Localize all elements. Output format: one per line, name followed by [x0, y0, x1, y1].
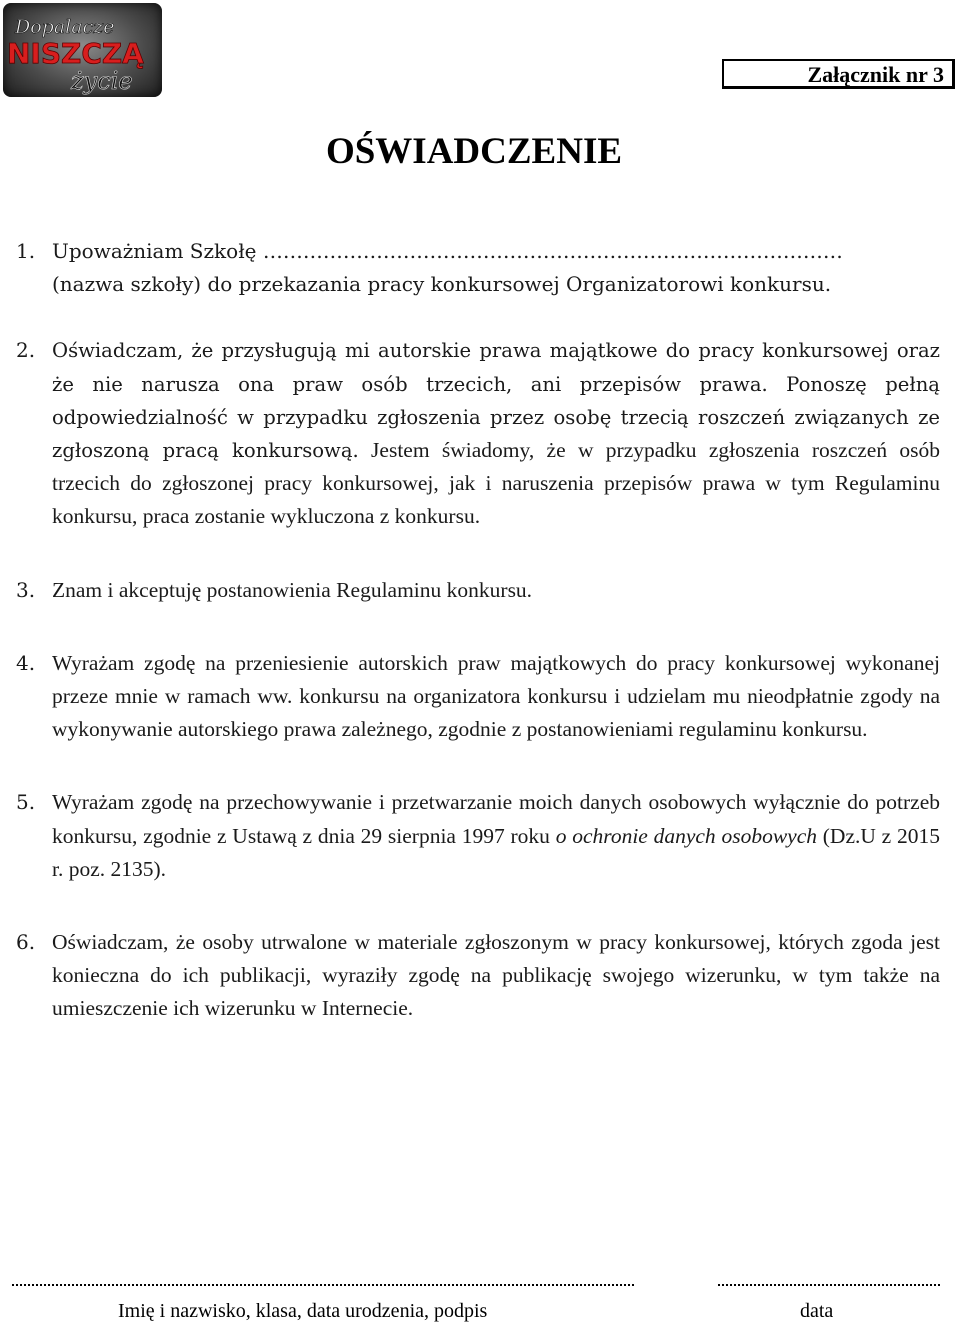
list-item: [16, 235, 940, 301]
item-text: [52, 334, 940, 533]
signature-line[interactable]: [12, 1284, 634, 1286]
item-text-part: Jestem świadomy, że w przypadku zgłoszenia roszczeń osób trzecich do zgłoszonej pracy konkursowej, jak i naruszenia przepisów prawa w tym Regulaminu konkursu, praca zostanie wykluczona z konkursu.: [52, 438, 940, 529]
item-number: 2.: [16, 338, 36, 363]
campaign-logo: [3, 3, 162, 97]
item-number: 3.: [16, 577, 36, 602]
list-item: [16, 334, 940, 533]
item-number: 5.: [16, 790, 36, 815]
item-text-line: (nazwa szkoły) do przekazania pracy konkursowej Organizatorowi konkursu.: [52, 272, 832, 297]
attachment-label: Załącznik nr 3: [722, 59, 955, 89]
item-number: 6.: [16, 930, 36, 955]
document-title: OŚWIADCZENIE: [325, 131, 623, 172]
logo-line-3: życie: [71, 67, 133, 95]
list-item: [16, 786, 940, 886]
list-item: [16, 926, 940, 1026]
item-number: 1.: [16, 239, 36, 263]
item-text: Znam i akceptuję postanowienia Regulaminu konkursu.: [52, 577, 533, 602]
law-title: o ochronie danych osobowych: [555, 823, 817, 848]
item-number: 4.: [16, 650, 36, 675]
date-line[interactable]: [718, 1284, 940, 1286]
item-text-part: (Dz.U z 2015 r. poz. 2135).: [52, 823, 940, 881]
item-text-part: Wyrażam zgodę na przechowywanie i przetwarzanie moich danych osobowych wyłącznie do potrzeb konkursu, zgodnie z Ustawą z dnia 29 sierpnia 1997 roku: [52, 790, 940, 848]
item-text: Wyrażam zgodę na przeniesienie autorskich praw majątkowych do pracy konkursowej wykonanej przeze mnie w ramach ww. konkursu na organizatora konkursu i udzielam mu nieodpłatnie zgody na wykonywanie autorskiego prawa zależnego, zgodnie z postanowieniami regulaminu konkursu.: [52, 650, 940, 742]
logo-line-1: Dopalacze: [15, 16, 115, 38]
date-caption: data: [800, 1300, 834, 1322]
item-text-part: Oświadczam, że przysługują mi autorskie prawa majątkowe do pracy konkursowej oraz że nie narusza ona praw osób trzecich, ani przepisów prawa.: [52, 339, 940, 396]
item-text-line: Upoważniam Szkołę ……………………………………………………………………………: [52, 239, 843, 263]
item-text-part: Ponoszę pełną odpowiedzialność w przypadku zgłoszenia przez osobę trzecią roszczeń związanych ze zgłoszoną pracą konkursową.: [52, 372, 940, 463]
list-item: [16, 647, 940, 747]
list-item: [16, 574, 940, 607]
item-text: [52, 235, 940, 301]
item-text: [52, 786, 940, 886]
declaration-list: [16, 235, 940, 1026]
logo-line-2: NISZCZĄ: [7, 37, 144, 70]
item-text: Oświadczam, że osoby utrwalone w materiale zgłoszonym w pracy konkursowej, których zgoda jest konieczna do ich publikacji, wyraziły zgodę na publikację swojego wizerunku, w tym także na umieszczenie ich wizerunku w Internecie.: [52, 930, 940, 1021]
signature-caption: Imię i nazwisko, klasa, data urodzenia, podpis: [118, 1300, 488, 1322]
